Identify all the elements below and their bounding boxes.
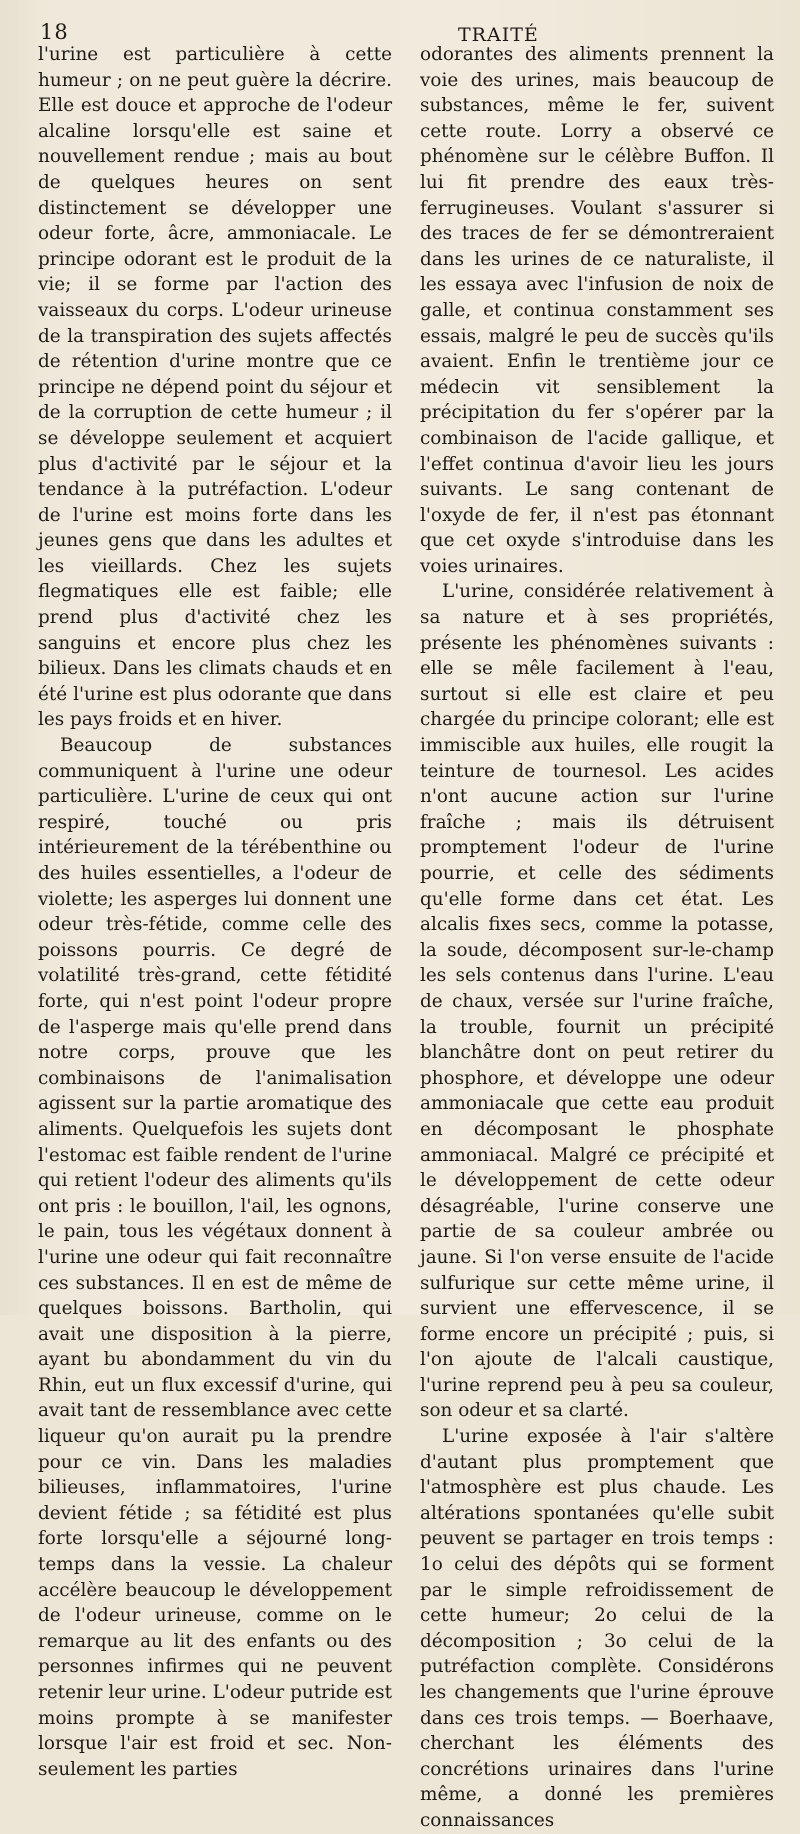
- paragraph: L'urine, considérée relativement à sa nature et à ses propriétés, présente les phénomènes suivants : elle se mêle facilement à l'eau, surtout si elle est claire et peu chargée du principe colorant; elle est immiscible aux huiles, elle rougit la teinture de tournesol. Les acides n'ont aucune action sur l'urine fraîche ; mais ils détruisent promptement l'odeur de l'urine pourrie, et celle des sédiments qu'elle forme dans cet état. Les alcalis fixes secs, comme la potasse, la soude, décomposent sur-le-champ les sels contenus dans l'urine. L'eau de chaux, versée sur l'urine fraîche, la trouble, fournit un précipité blanchâtre dont on peut retirer du phosphore, et développe une odeur ammoniacale que cette eau produit en décomposant le phosphate ammoniacal. Malgré ce précipité et le développement de cette odeur désagréable, l'urine conserve une partie de sa couleur ambrée ou jaune. Si l'on verse ensuite de l'acide sulfurique sur cette même urine, il survient une effervescence, il se forme encore un précipité ; puis, si l'on ajoute de l'alcali caustique, l'urine reprend peu à peu sa couleur, son odeur et sa clarté.: [420, 581, 774, 1422]
- left-column: [38, 42, 392, 1780]
- page-number: 18: [40, 20, 69, 44]
- text-columns: [38, 42, 774, 1831]
- running-title: TRAITÉ: [458, 24, 539, 46]
- right-column: [420, 42, 774, 1831]
- paragraph: L'urine exposée à l'air s'altère d'autant plus promptement que l'atmosphère est plus chaude. Les altérations spontanées qu'elle subit peuvent se partager en trois temps : 1o celui des dépôts qui se forment par le simple refroidissement de cette humeur; 2o celui de la décomposition ; 3o celui de la putréfaction complète. Considérons les changements que l'urine éprouve dans ces trois temps. — Boerhaave, cherchant les éléments des concrétions urinaires dans l'urine même, a donné les premières connaissances: [420, 1426, 774, 1831]
- paragraph: l'urine est particulière à cette humeur ; on ne peut guère la décrire. Elle est douce et approche de l'odeur alcaline lorsqu'elle est saine et nouvellement rendue ; mais au bout de quelques heures on sent distinctement se développer une odeur forte, âcre, ammoniacale. Le principe odorant est le produit de la vie; il se forme par l'action des vaisseaux du corps. L'odeur urineuse de la transpiration des sujets affectés de rétention d'urine montre que ce principe ne dépend point du séjour et de la corruption de cette humeur ; il se développe seulement et acquiert plus d'activité par le séjour et la tendance à la putréfaction. L'odeur de l'urine est moins forte dans les jeunes gens que dans les adultes et les vieillards. Chez les sujets flegmatiques elle est faible; elle prend plus d'activité chez les sanguins et encore plus chez les bilieux. Dans les climats chauds et en été l'urine est plus odorante que dans les pays froids et en hiver.: [38, 44, 392, 731]
- paragraph: Beaucoup de substances communiquent à l'urine une odeur particulière. L'urine de ceux qui ont respiré, touché ou pris intérieurement de la térébenthine ou des huiles essentielles, a l'odeur de violette; les asperges lui donnent une odeur très-fétide, comme celle des poissons pourris. Ce degré de volatilité très-grand, cette fétidité forte, qui n'est point l'odeur propre de l'asperge mais qu'elle prend dans notre corps, prouve que les combinaisons de l'animalisation agissent sur la partie aromatique des aliments. Quelquefois les sujets dont l'estomac est faible rendent de l'urine qui retient l'odeur des aliments qu'ils ont pris : le bouillon, l'ail, les ognons, le pain, tous les végétaux donnent à l'urine une odeur qui fait reconnaître ces substances. Il en est de même de quelques boissons. Bartholin, qui avait une disposition à la pierre, ayant bu abondamment du vin du Rhin, eut un flux excessif d'urine, qui avait tant de ressemblance avec cette liqueur qu'on aurait pu la prendre pour ce vin. Dans les maladies bilieuses, inflammatoires, l'urine devient fétide ; sa fétidité est plus forte lorsqu'elle a séjourné long-temps dans la vessie. La chaleur accélère beaucoup le développement de l'odeur urineuse, comme on le remarque au lit des enfants ou des personnes infirmes qui ne peuvent retenir leur urine. L'odeur putride est moins prompte à se manifester lorsque l'air est froid et sec. Non-seulement les parties: [38, 735, 392, 1780]
- paragraph: odorantes des aliments prennent la voie des urines, mais beaucoup de substances, même le fer, suivent cette route. Lorry a observé ce phénomène sur le célèbre Buffon. Il lui fit prendre des eaux très-ferrugineuses. Voulant s'assurer si des traces de fer se démontreraient dans les urines de ce naturaliste, il les essaya avec l'infusion de noix de galle, et continua constamment ses essais, malgré le peu de succès qu'ils avaient. Enfin le trentième jour ce médecin vit sensiblement la précipitation du fer s'opérer par la combinaison de l'acide gallique, et l'effet continua d'avoir lieu les jours suivants. Le sang contenant de l'oxyde de fer, il n'est pas étonnant que cet oxyde s'introduise dans les voies urinaires.: [420, 44, 774, 577]
